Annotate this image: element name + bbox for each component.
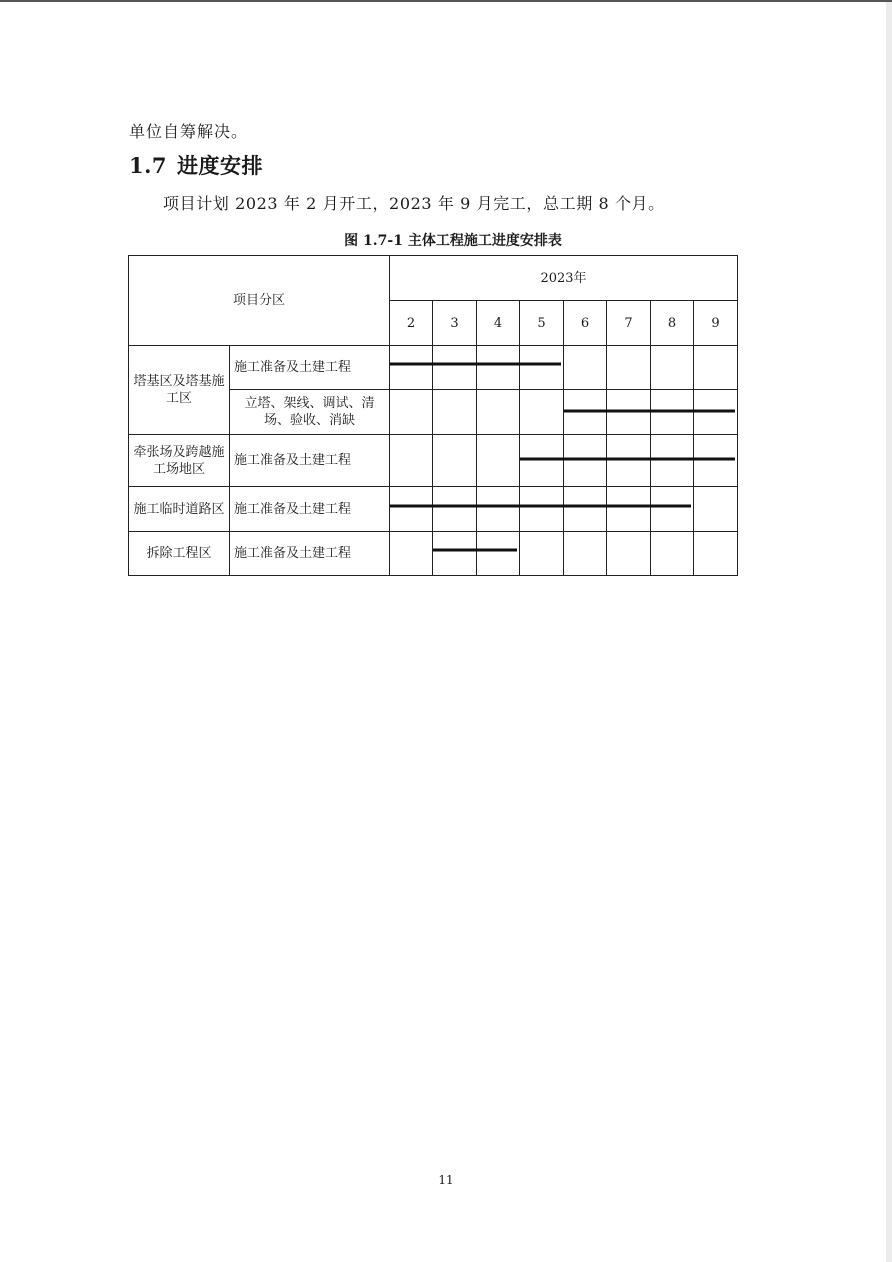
zone-cell: 塔基区及塔基施工区 (129, 346, 230, 435)
month-header: 2 (390, 301, 433, 346)
task-cell: 施工准备及土建工程 (230, 532, 390, 576)
zone-cell: 拆除工程区 (129, 532, 230, 576)
table-row (129, 346, 738, 390)
page-number: 11 (438, 1173, 454, 1187)
header-year: 2023年 (390, 256, 738, 301)
month-header: 5 (520, 301, 564, 346)
task-cell: 立塔、架线、调试、清场、验收、消缺 (230, 390, 390, 435)
month-header: 9 (694, 301, 738, 346)
schedule-table (128, 255, 738, 576)
page-right-edge (886, 2, 892, 1262)
zone-cell: 施工临时道路区 (129, 487, 230, 532)
page-top-border (0, 0, 892, 2)
section-title: 进度安排 (177, 153, 264, 178)
continued-paragraph: 单位自筹解决。 (129, 122, 249, 141)
task-cell: 施工准备及土建工程 (230, 346, 390, 390)
month-header: 6 (564, 301, 607, 346)
header-project-zone: 项目分区 (129, 256, 390, 346)
zone-cell: 牵张场及跨越施工场地区 (129, 435, 230, 487)
task-cell: 施工准备及土建工程 (230, 487, 390, 532)
task-cell: 施工准备及土建工程 (230, 435, 390, 487)
schedule-paragraph: 项目计划 2023 年 2 月开工，2023 年 9 月完工，总工期 8 个月。 (163, 194, 665, 213)
table-row (129, 487, 738, 532)
month-header: 8 (651, 301, 694, 346)
month-header: 7 (607, 301, 651, 346)
table-caption: 图 1.7-1 主体工程施工进度安排表 (344, 233, 562, 249)
month-header: 3 (433, 301, 477, 346)
section-number: 1.7 (129, 153, 168, 178)
month-header: 4 (477, 301, 520, 346)
table-row (129, 532, 738, 576)
section-heading (129, 150, 263, 180)
table-row (129, 435, 738, 487)
